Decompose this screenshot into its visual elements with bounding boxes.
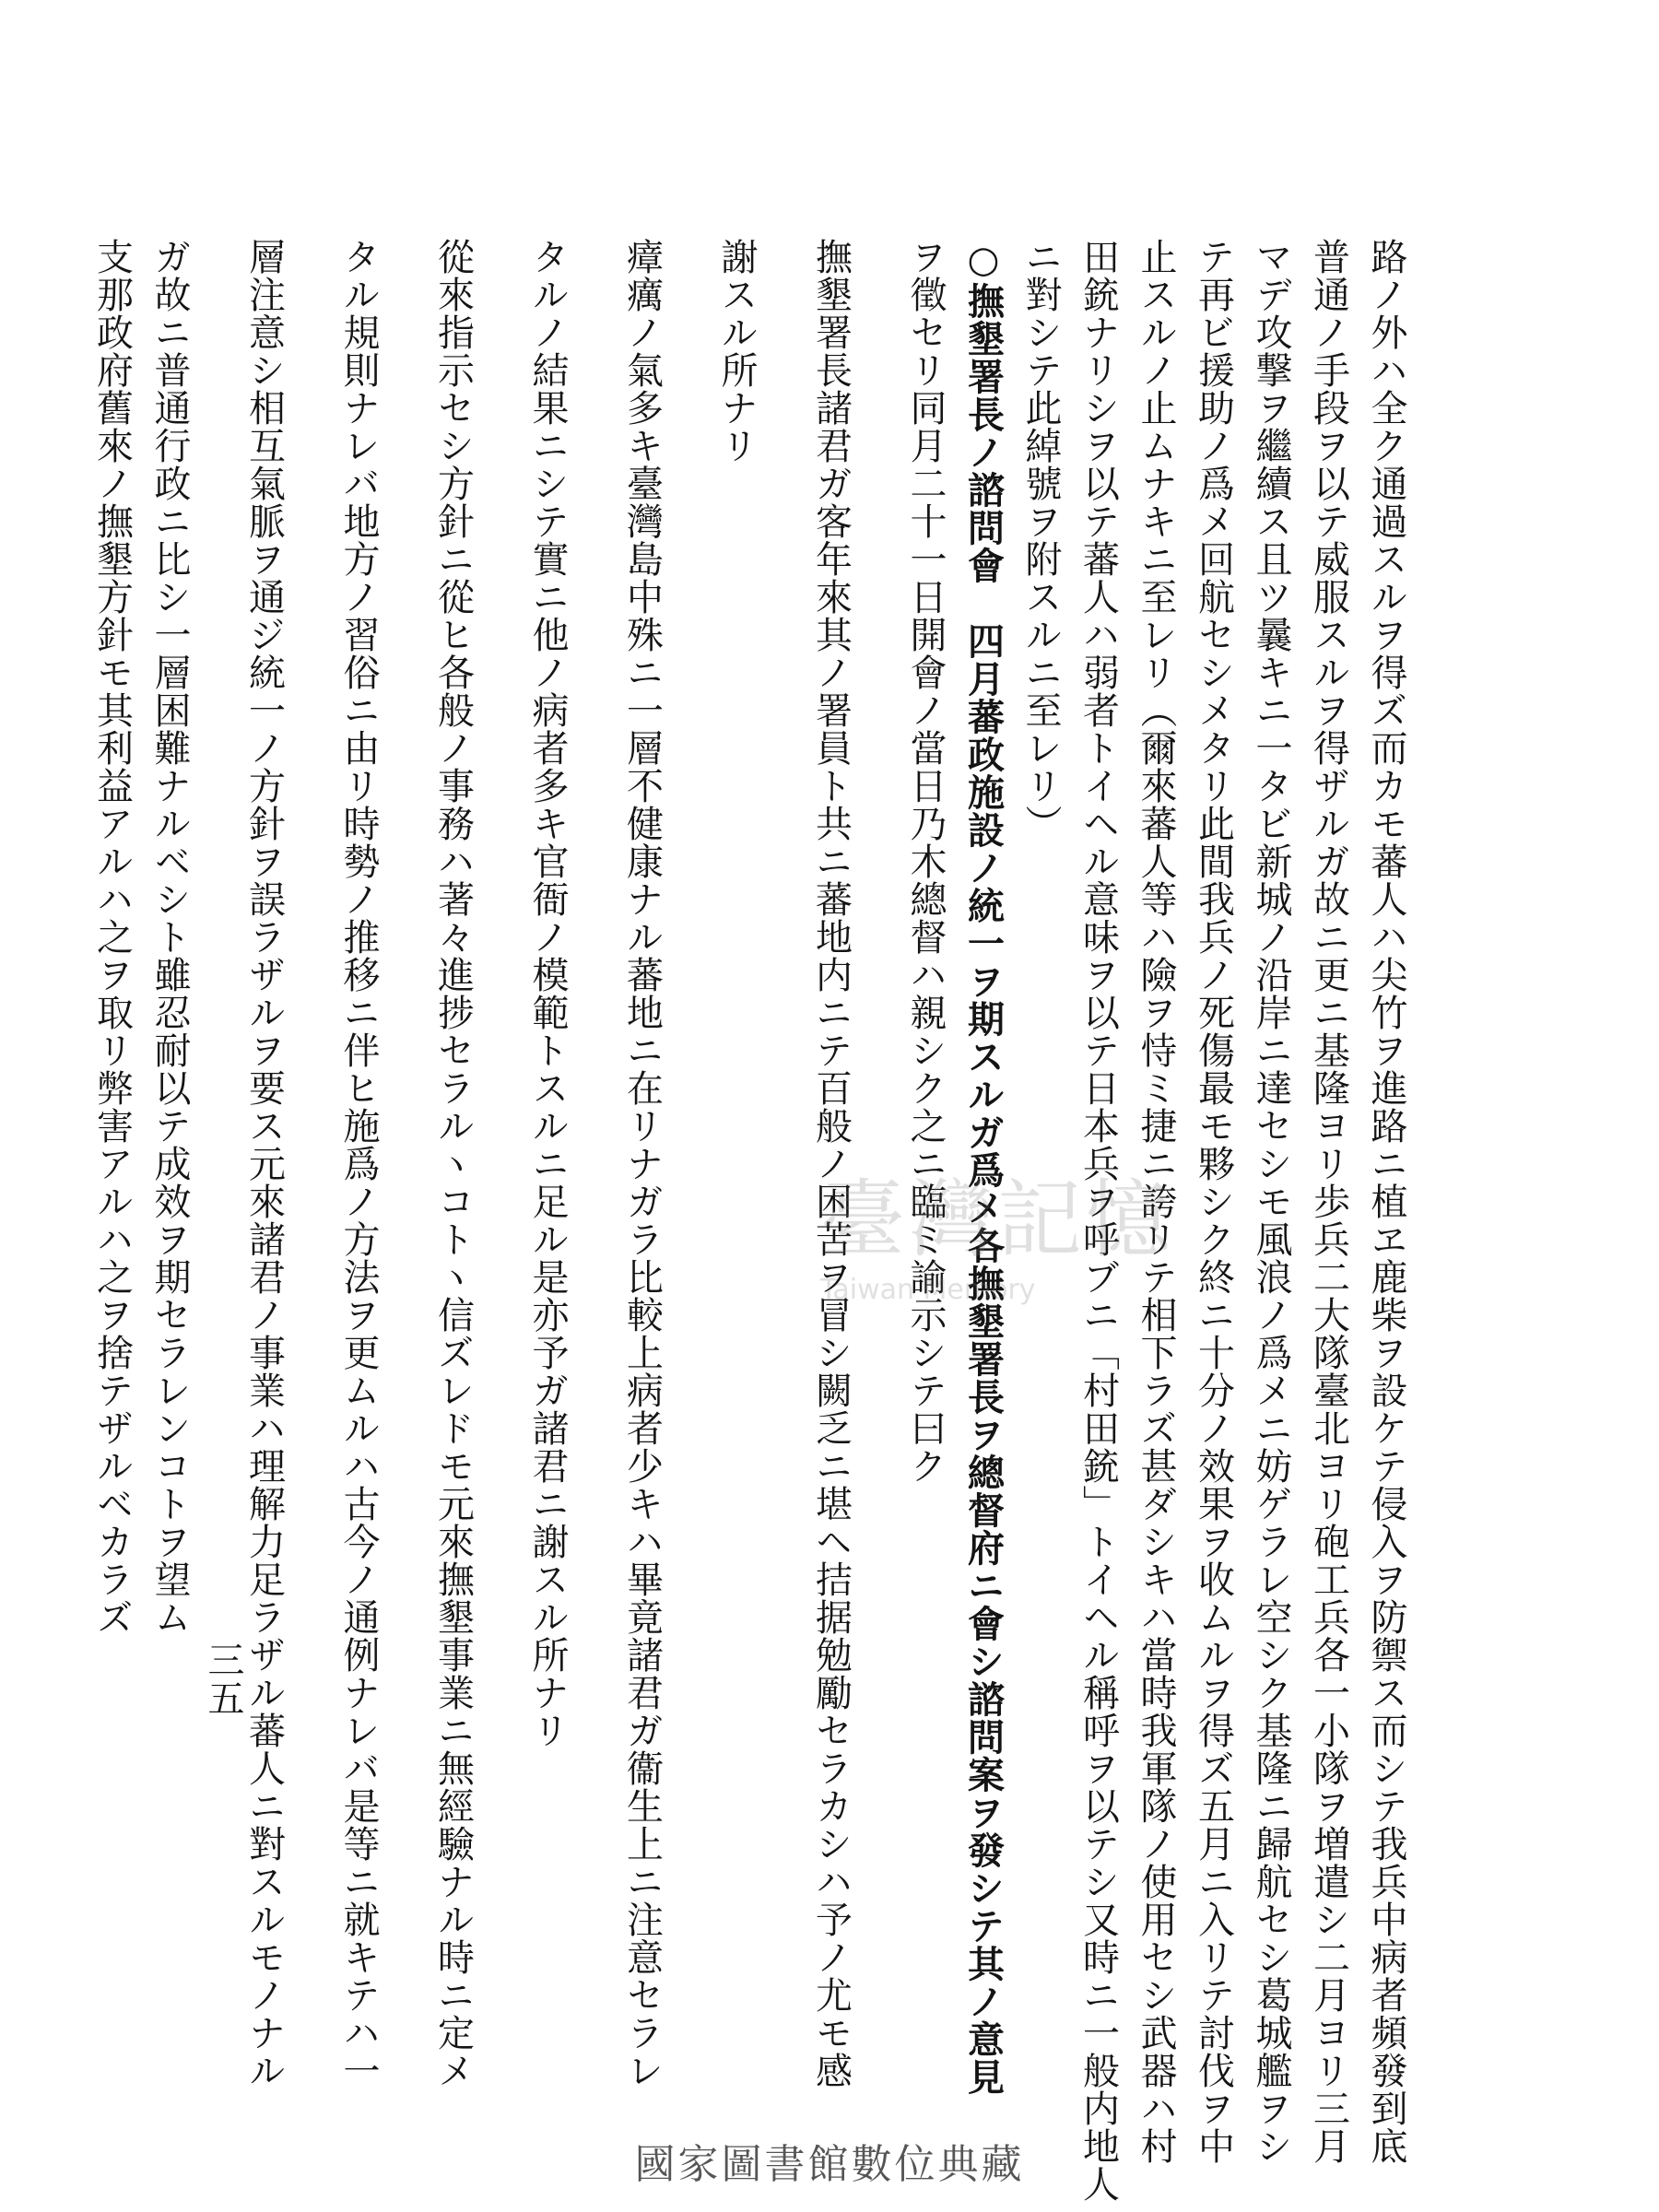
text-line: 謝スル所ナリ — [715, 238, 758, 465]
text-line: ヲ徵セリ同月二十一日開會ノ當日乃木總督ハ親シク之ニ臨ミ諭示シテ曰ク — [904, 238, 947, 1485]
page-number: 三五 — [202, 1641, 244, 1718]
text-line: 支那政府舊來ノ撫墾方針モ其利益アルハ之ヲ取リ弊害アルハ之ヲ捨テザルベカラズ — [90, 238, 134, 1636]
watermark-en: Taiwan Memory — [820, 1274, 1036, 1306]
text-line: タルノ結果ニシテ實ニ他ノ病者多キ官衙ノ模範トスルニ足ル是亦予ガ諸君ニ謝スル所ナリ — [526, 238, 569, 1749]
watermark-cjk: 臺灣記憶 — [820, 1171, 1175, 1269]
text-line: 田銃ナリシヲ以テ蕃人ハ弱者トイヘル意味ヲ以テ日本兵ヲ呼ブニ「村田銃」トイヘル稱呼ヲ以テシ又時ニ一般内地人 — [1077, 238, 1120, 2203]
text-line: 從來指示セシ方針ニ從ヒ各般ノ事務ハ著々進捗セラルヽコトヽ信ズレドモ元來撫墾事業ニ無經驗ナル時ニ定メ — [431, 238, 475, 2089]
footer-caption: 國家圖書館數位典藏 — [634, 2141, 1025, 2188]
text-line: ニ對シテ此綽號ヲ附スルニ至レリ） — [1019, 238, 1062, 842]
section-heading-line: ○撫墾署長ノ諮問會 四月蕃政施設ノ統一ヲ期スルガ爲メ各撫墾署長ヲ總督府ニ會シ諮問案ヲ發シテ其ノ意見 — [961, 238, 1006, 2096]
text-line: 層注意シ相互氣脈ヲ通ジ統一ノ方針ヲ誤ラザルヲ要ス元來諸君ノ事業ハ理解力足ラザル蕃人ニ對スルモノナル — [242, 238, 286, 2089]
text-line: 撫墾署長諸君ガ客年來其ノ署員ト共ニ蕃地内ニテ百般ノ困苦ヲ冒シ闕乏ニ堪ヘ拮据勉勵セラカシハ予ノ尤モ感 — [809, 238, 853, 2089]
text-line: 路ノ外ハ全ク通過スルヲ得ズ而カモ蕃人ハ尖竹ヲ進路ニ植ヱ鹿柴ヲ設ケテ侵入ヲ防禦ス而シテ我兵中病者頻發到底 — [1365, 238, 1407, 2165]
text-line: 止スルノ止ムナキニ至レリ（爾來蕃人等ハ險ヲ恃ミ捷ニ誇リテ相下ラズ甚ダシキハ當時我軍隊ノ使用セシ武器ハ村 — [1135, 238, 1177, 2165]
text-line: 普通ノ手段ヲ以テ威服スルヲ得ザルガ故ニ更ニ基隆ヨリ歩兵二大隊臺北ヨリ砲工兵各一小隊ヲ増遣シ二月ヨリ三月 — [1307, 238, 1350, 2165]
text-line: ガ故ニ普通行政ニ比シ一層困難ナルベシト雖忍耐以テ成效ヲ期セラレンコトヲ望ム — [148, 238, 191, 1636]
text-line: テ再ビ援助ノ爲メ回航セシメタリ此間我兵ノ死傷最モ夥シク終ニ十分ノ效果ヲ收ムルヲ得ズ五月ニ入リテ討伐ヲ中 — [1192, 238, 1235, 2165]
text-line: タル規則ナレバ地方ノ習俗ニ由リ時勢ノ推移ニ伴ヒ施爲ノ方法ヲ更ムルハ古今ノ通例ナレバ是等ニ就キテハ一 — [337, 238, 380, 2089]
text-line: マデ攻撃ヲ繼續ス且ツ曩キニ一タビ新城ノ沿岸ニ達セシモ風浪ノ爲メニ妨ゲラレ空シク基隆ニ歸航セシ葛城艦ヲシ — [1250, 238, 1292, 2165]
text-line: 瘴癘ノ氣多キ臺灣島中殊ニ一層不健康ナル蕃地ニ在リナガラ比較上病者少キハ畢竟諸君ガ衞生上ニ注意セラレ — [620, 238, 664, 2089]
